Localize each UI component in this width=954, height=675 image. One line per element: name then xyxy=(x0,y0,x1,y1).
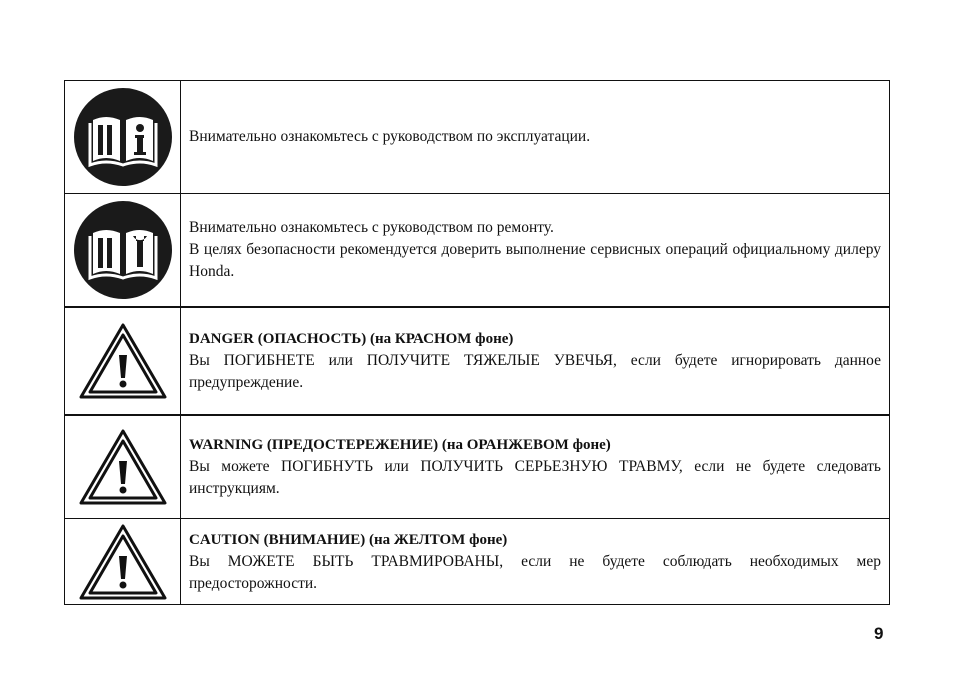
signal-word-heading: DANGER (ОПАСНОСТЬ) (на КРАСНОМ фоне) xyxy=(189,331,514,347)
table-row xyxy=(65,414,889,518)
row-text: Вы можете ПОГИБНУТЬ или ПОЛУЧИТЬ СЕРЬЕЗНУЮ ТРАВМУ, если не будете следовать инструкциям. xyxy=(189,458,881,497)
table-row xyxy=(65,518,889,604)
warning-triangle-icon xyxy=(78,522,168,602)
text-cell xyxy=(181,194,889,306)
icon-cell xyxy=(65,416,181,518)
row-text: Вы ПОГИБНЕТЕ или ПОЛУЧИТЕ ТЯЖЕЛЫЕ УВЕЧЬЯ, если будете игнорировать данное предупреждение. xyxy=(189,352,881,391)
icon-cell xyxy=(65,519,181,604)
warning-triangle-icon xyxy=(78,427,168,507)
text-cell xyxy=(181,416,889,518)
text-cell xyxy=(181,308,889,414)
text-cell xyxy=(181,519,889,604)
symbols-table xyxy=(64,80,890,605)
table-row xyxy=(65,81,889,193)
row-text: В целях безопасности рекомендуется доверить выполнение сервисных операций официальному дилеру Honda. xyxy=(189,241,881,280)
warning-triangle-icon xyxy=(78,321,168,401)
table-row xyxy=(65,193,889,306)
book-wrench-icon xyxy=(73,200,173,300)
text-cell xyxy=(181,81,889,193)
row-text: Внимательно ознакомьтесь с руководством по эксплуатации. xyxy=(189,128,591,145)
icon-cell xyxy=(65,81,181,193)
signal-word-heading: CAUTION (ВНИМАНИЕ) (на ЖЕЛТОМ фоне) xyxy=(189,531,508,548)
book-info-icon xyxy=(73,87,173,187)
row-text: Внимательно ознакомьтесь с руководством по ремонту. xyxy=(189,219,554,236)
icon-cell xyxy=(65,194,181,306)
page-number: 9 xyxy=(874,624,884,643)
table-row xyxy=(65,306,889,414)
row-text: Вы МОЖЕТЕ БЫТЬ ТРАВМИРОВАНЫ, если не будете соблюдать необходимых мер предосторожности. xyxy=(189,552,881,592)
signal-word-heading: WARNING (ПРЕДОСТЕРЕЖЕНИЕ) (на ОРАНЖЕВОМ фоне) xyxy=(189,437,611,453)
icon-cell xyxy=(65,308,181,414)
